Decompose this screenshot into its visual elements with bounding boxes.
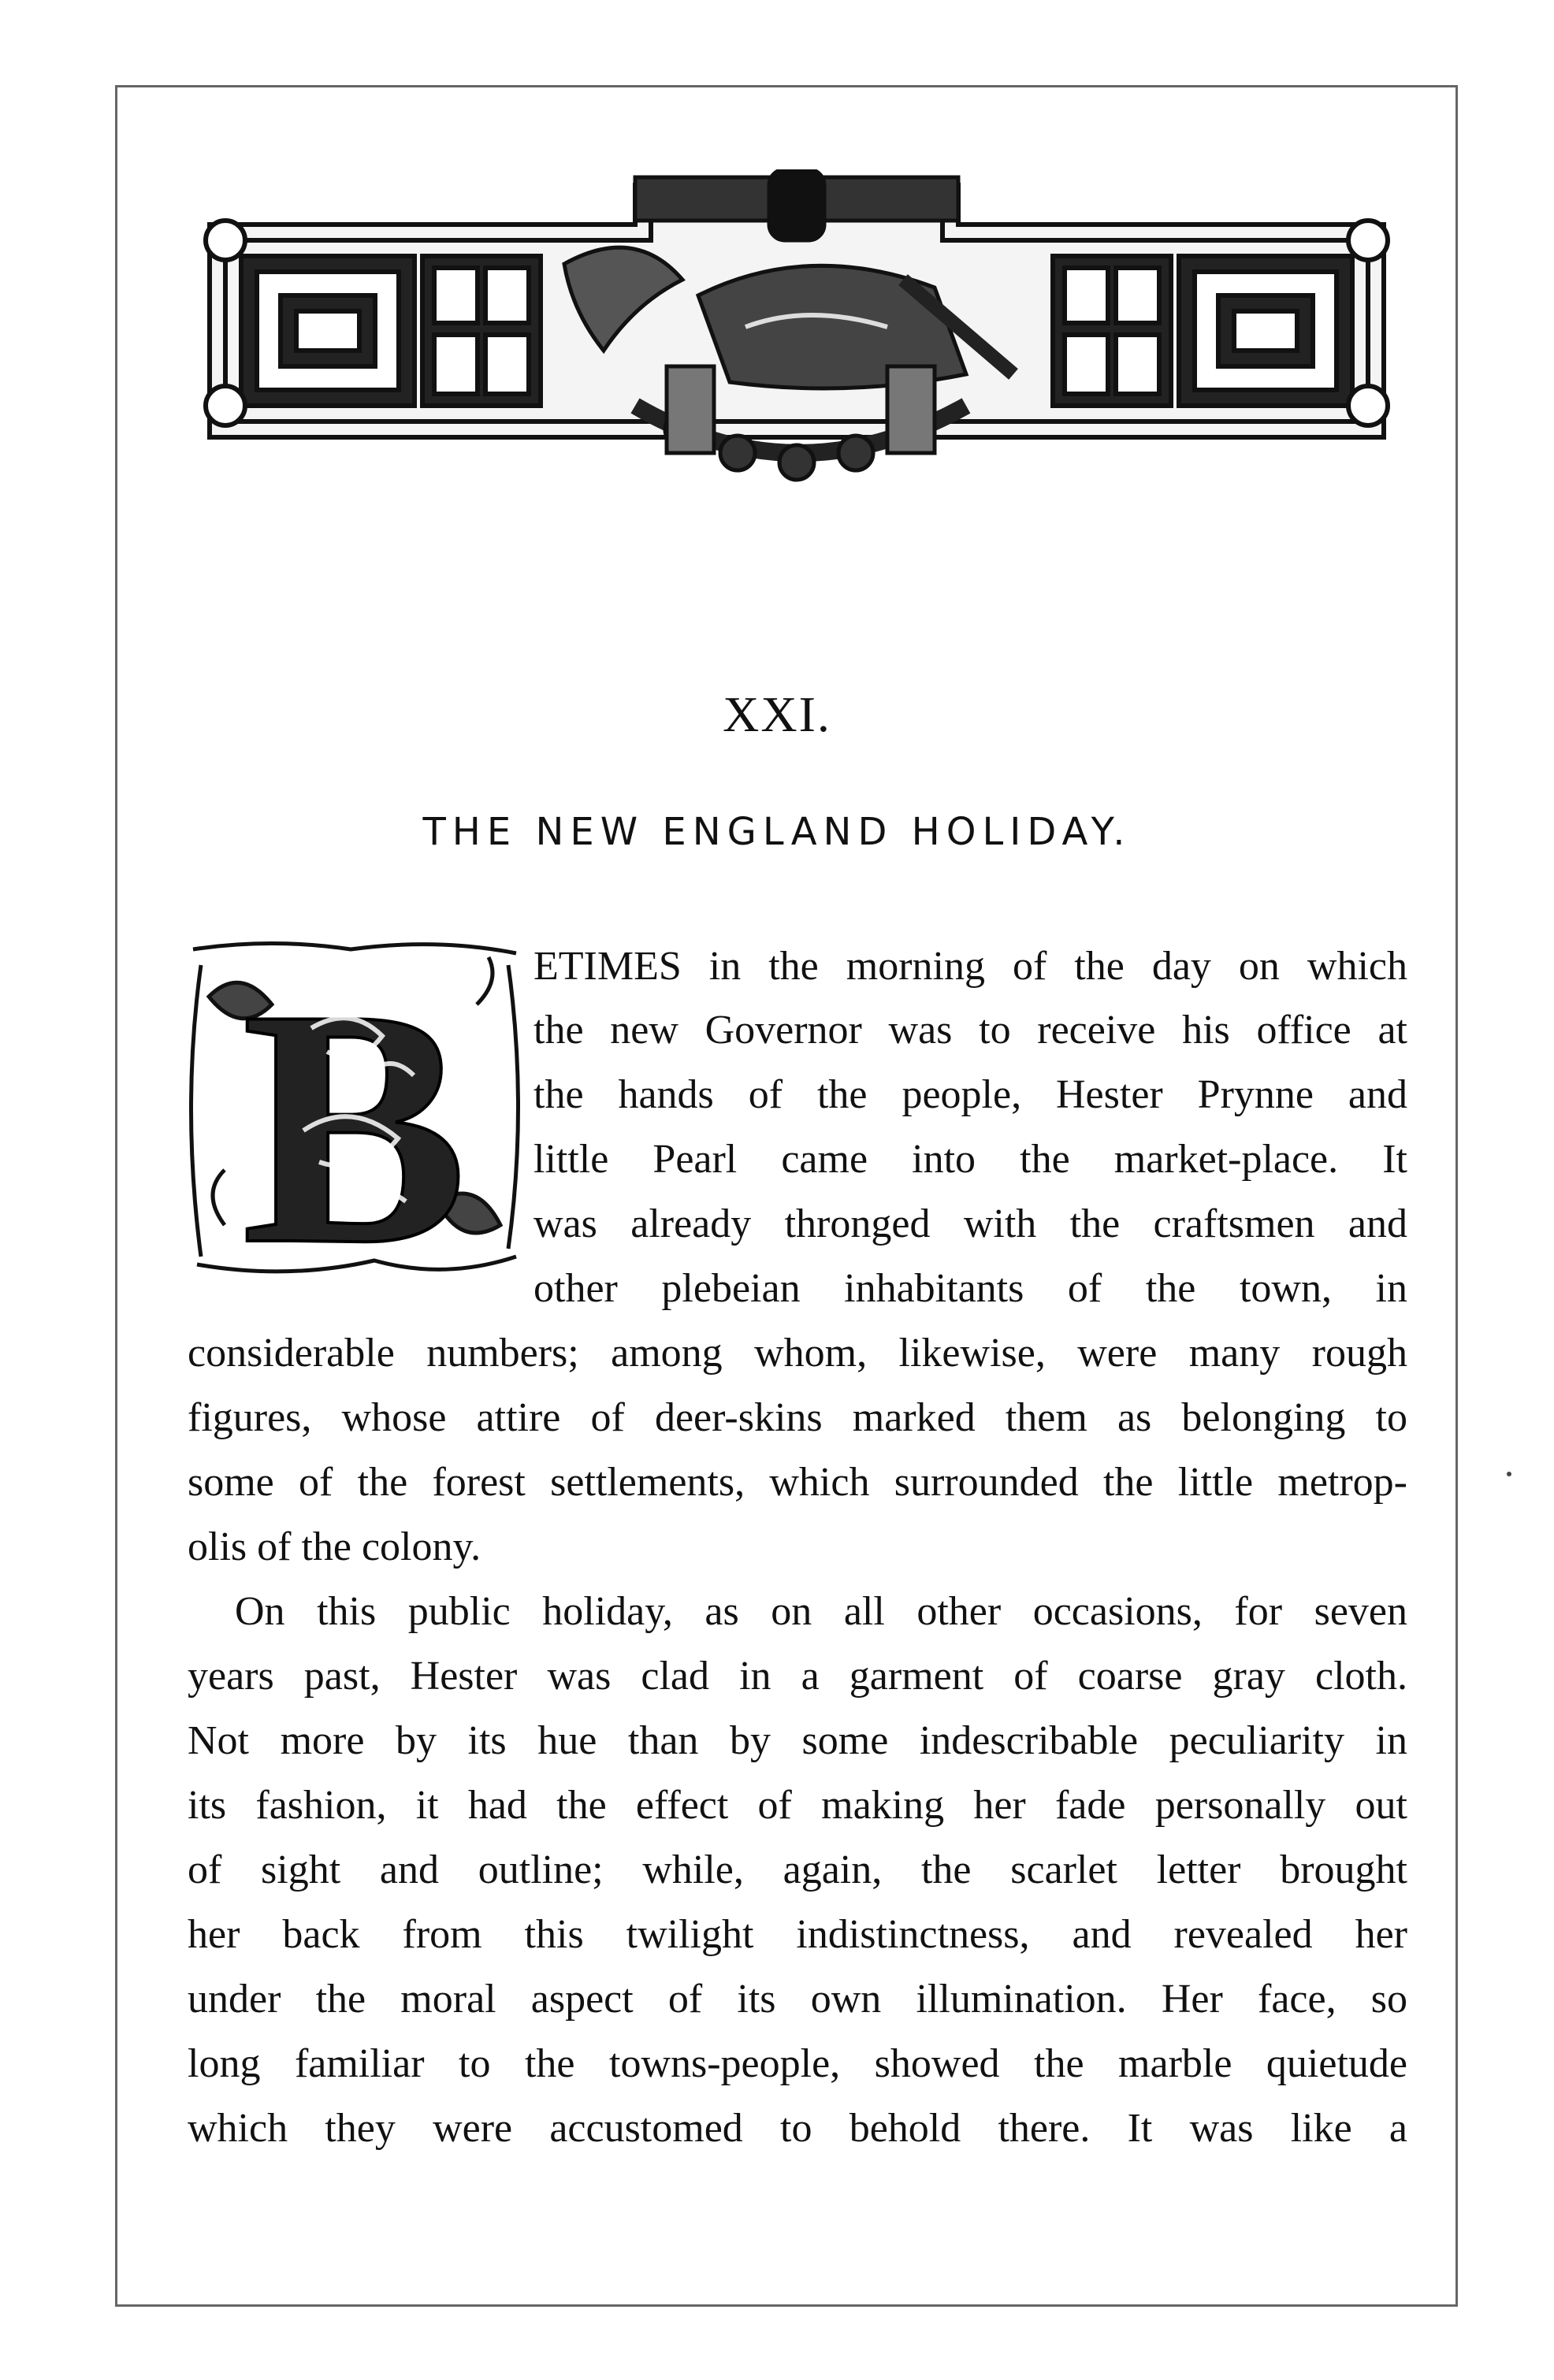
chapter-number: XXI. — [723, 686, 831, 742]
text-line: its fashion, it had the effect of making her fade personally out — [188, 1783, 1407, 1828]
ornamental-initial-icon — [177, 934, 532, 1280]
text-line: which they were accustomed to behold there. It was like a — [188, 2106, 1407, 2151]
text-line: of sight and outline; while, again, the scarlet letter brought — [188, 1847, 1407, 1892]
text-line: ETIMES in the morning of the day on which — [533, 944, 1407, 989]
ornamental-headpiece-icon — [194, 169, 1400, 508]
text-line: little Pearl came into the market-place. It — [533, 1137, 1407, 1182]
text-line: some of the forest settlements, which surrounded the little metrop- — [188, 1460, 1407, 1505]
text-line: long familiar to the towns-people, showed the marble quietude — [188, 2041, 1407, 2086]
text-line: the hands of the people, Hester Prynne and — [533, 1072, 1407, 1117]
text-line: years past, Hester was clad in a garment of coarse gray cloth. — [188, 1654, 1407, 1699]
dropcap-letter: B — [241, 940, 468, 1280]
text-line: her back from this twilight indistinctness, and revealed her — [188, 1912, 1407, 1957]
text-line: olis of the colony. — [188, 1524, 481, 1569]
text-line: was already thronged with the craftsmen and — [533, 1201, 1407, 1246]
text-line: considerable numbers; among whom, likewise, were many rough — [188, 1331, 1407, 1376]
paragraph-first-line: On this public holiday, as on all other occasions, for seven — [235, 1589, 1407, 1634]
text-line: Not more by its hue than by some indescribable peculiarity in — [188, 1718, 1407, 1763]
text-line: under the moral aspect of its own illumination. Her face, so — [188, 1977, 1407, 2022]
ink-speck — [1507, 1472, 1511, 1476]
text-line: figures, whose attire of deer-skins marked them as belonging to — [188, 1395, 1407, 1440]
text-line: the new Governor was to receive his office at — [533, 1008, 1407, 1053]
text-line: other plebeian inhabitants of the town, in — [533, 1266, 1407, 1311]
chapter-title: THE NEW ENGLAND HOLIDAY. — [422, 810, 1132, 854]
